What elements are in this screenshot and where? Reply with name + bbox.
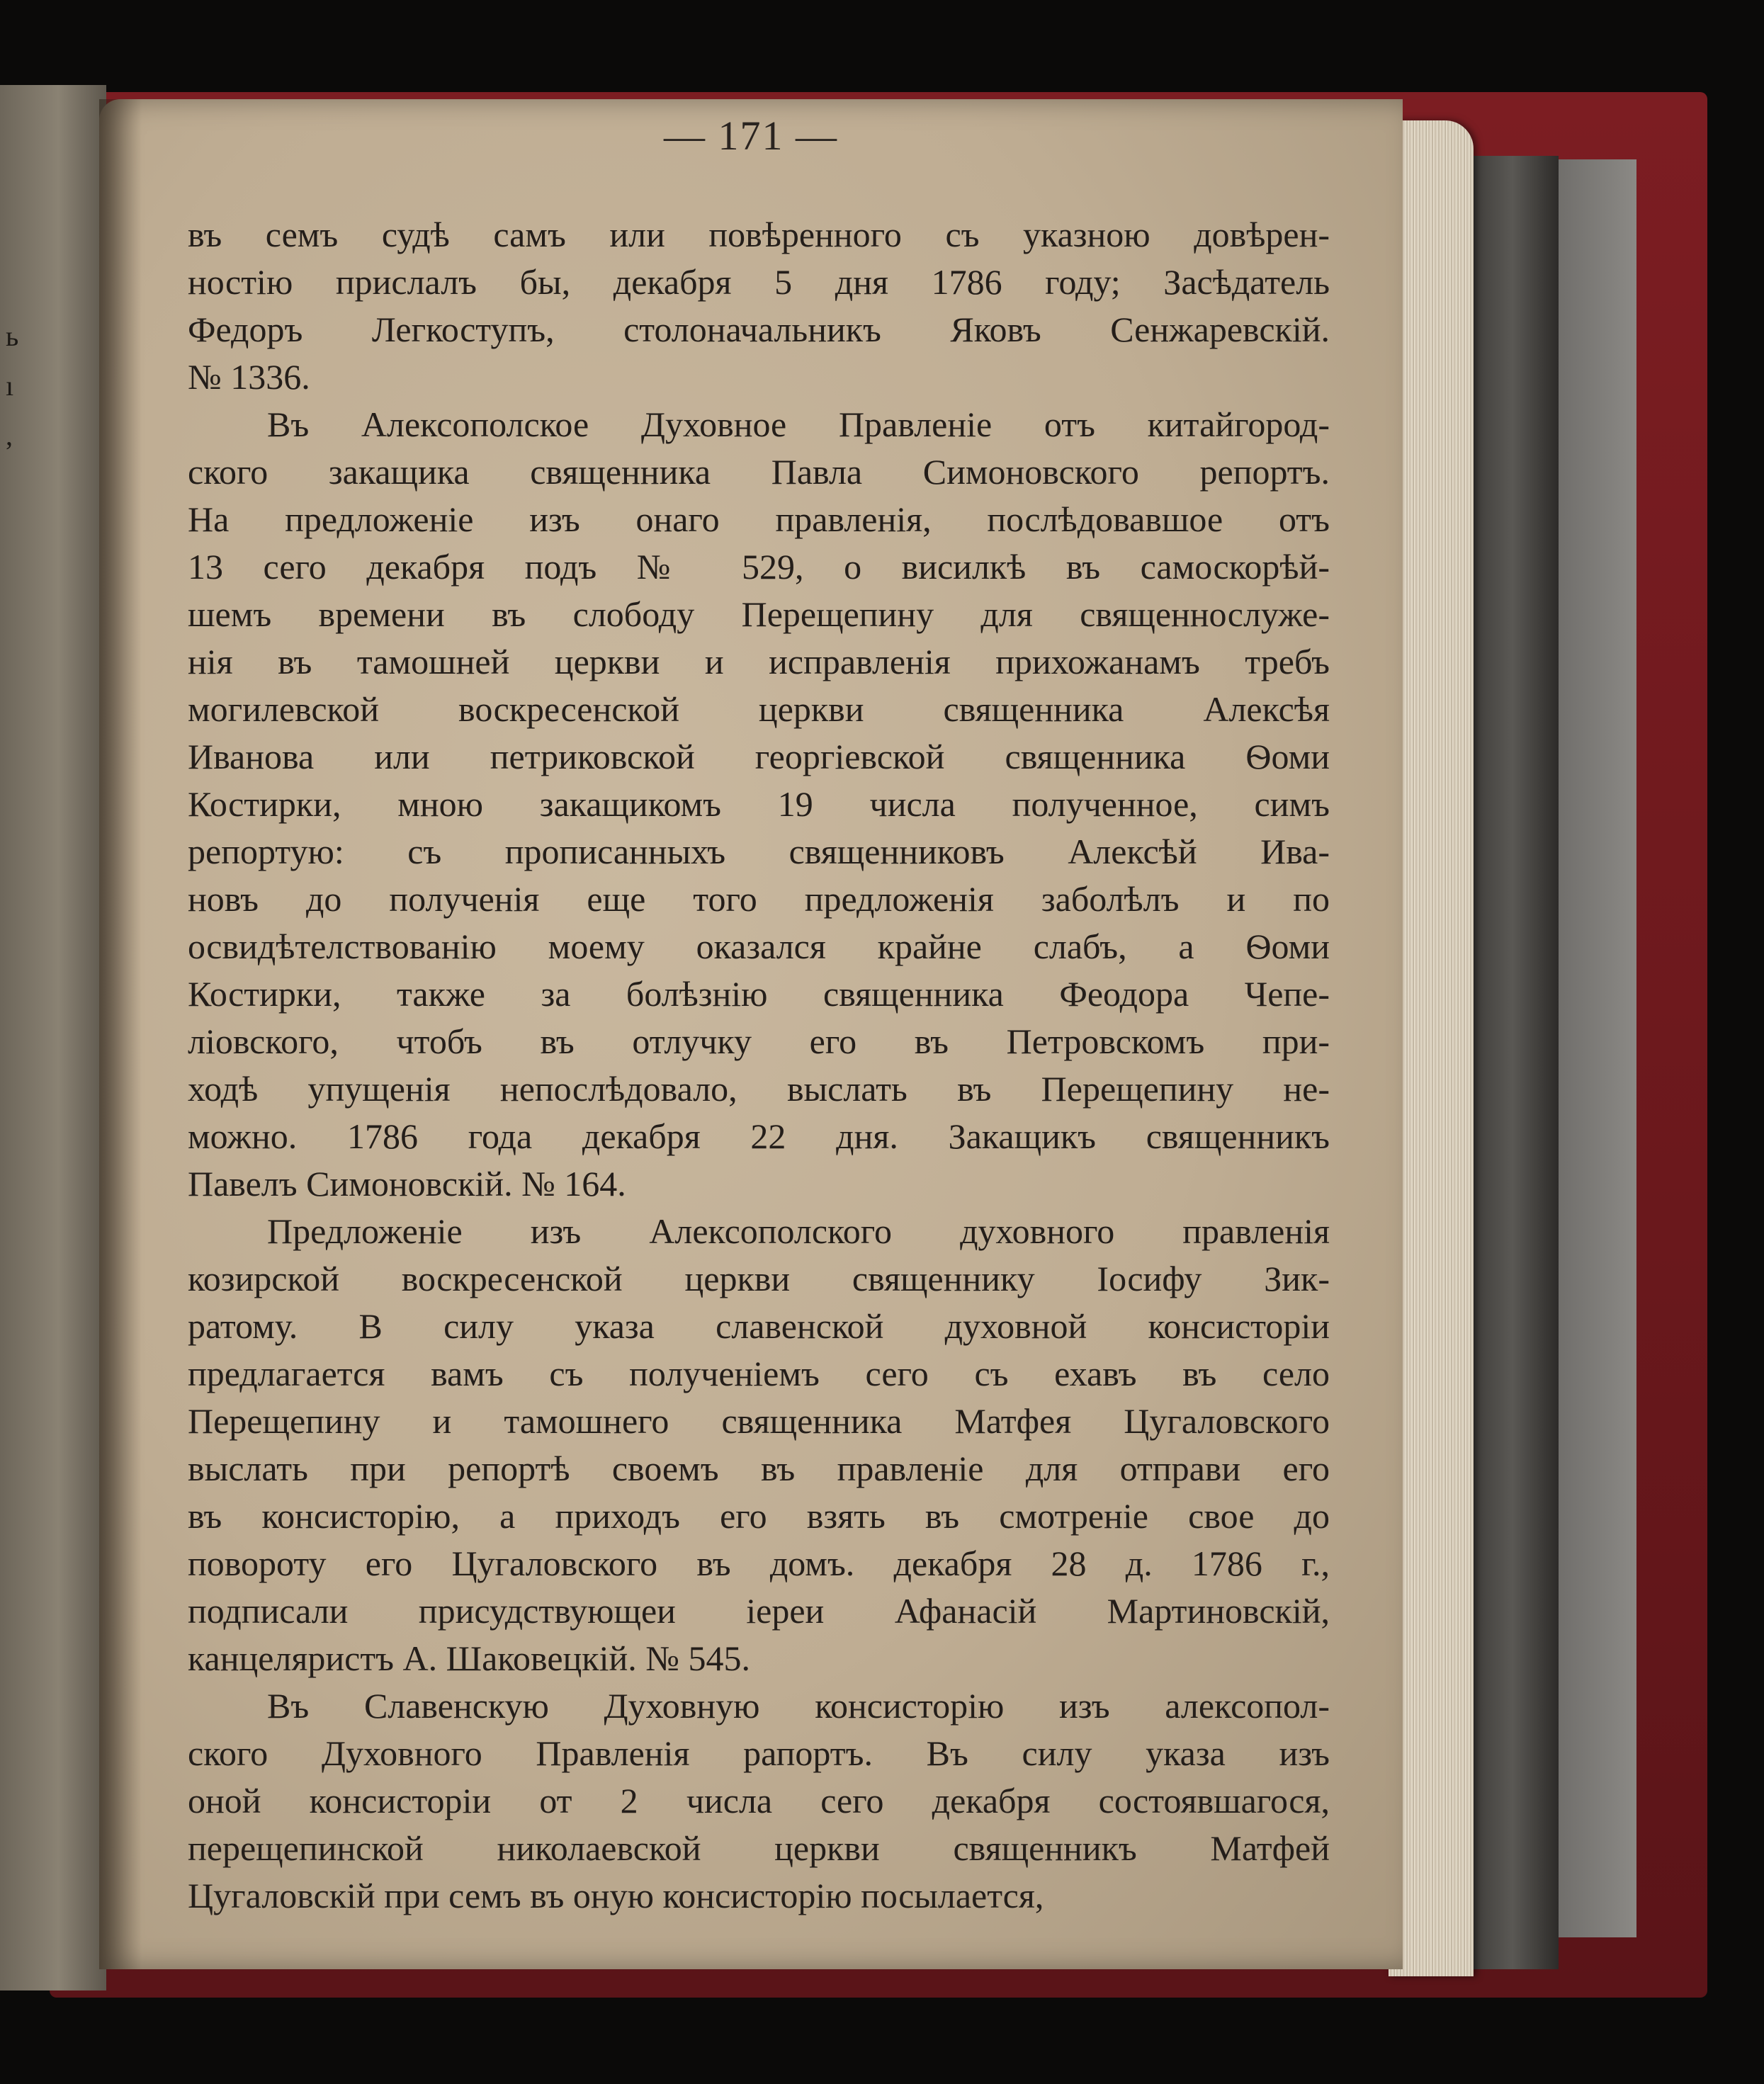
- page-block-grey: [1551, 159, 1636, 1937]
- text-line: козирской воскресенской церкви священнику Іосифу Зик-: [188, 1259, 1330, 1298]
- text-line: можно. 1786 года декабря 22 дня. Закащикъ священникъ: [188, 1116, 1330, 1156]
- text-line: въ консисторію, а приходъ его взять въ смотреніе свое до: [188, 1496, 1330, 1536]
- text-line: шемъ времени въ слободу Перещепину для священнослуже-: [188, 594, 1330, 634]
- text-line: Иванова или петриковской георгіевской священника Ѳоми: [188, 737, 1330, 776]
- left-page-edge: [0, 85, 106, 1990]
- text-line: Павелъ Симоновскій. № 164.: [188, 1164, 626, 1204]
- text-line: предлагается вамъ съ полученіемъ сего съ ехавъ въ село: [188, 1354, 1330, 1393]
- text-line: Перещепину и тамошнего священника Матфея Цугаловского: [188, 1401, 1330, 1441]
- page-number: — 171 —: [664, 113, 838, 159]
- gutter-shadow: [99, 99, 142, 1969]
- text-line: ходѣ упущенія непослѣдовало, выслать въ Перещепину не-: [188, 1069, 1330, 1109]
- page-block-dark: [1466, 156, 1559, 1969]
- text-line: Въ Алексополское Духовное Правленіе отъ китайгород-: [267, 404, 1330, 444]
- text-line: повороту его Цугаловского въ домъ. декабря 28 д. 1786 г.,: [188, 1544, 1330, 1583]
- text-line: ліовского, чтобъ въ отлучку его въ Петровскомъ при-: [188, 1021, 1330, 1061]
- text-line: 13 сего декабря подъ № 529, о висилкѣ въ самоскорѣй-: [188, 547, 1330, 587]
- text-line: Цугаловскій при семъ въ оную консисторію посылается,: [188, 1876, 1044, 1915]
- left-page-glyphs: ь ı ,: [6, 320, 19, 451]
- text-line: могилевской воскресенской церкви священника Алексѣя: [188, 689, 1330, 729]
- text-line: ратому. В силу указа славенской духовной консисторіи: [188, 1306, 1330, 1346]
- text-line: новъ до полученія еще того предложенія заболѣлъ и по: [188, 879, 1330, 919]
- text-line: репортую: съ прописанныхъ священниковъ Алексѣй Ива-: [188, 832, 1330, 871]
- text-line: нія въ тамошней церкви и исправленія прихожанамъ требъ: [188, 642, 1330, 681]
- text-line: оной консисторіи от 2 числа сего декабря состоявшагося,: [188, 1781, 1330, 1820]
- page-text: [188, 211, 1330, 1920]
- text-line: въ семъ судѣ самъ или повѣренного съ указною довѣрен-: [188, 215, 1330, 254]
- text-line: канцеляристъ А. Шаковецкій. № 545.: [188, 1638, 750, 1678]
- text-line: Костирки, также за болѣзнію священника Феодора Чепе-: [188, 974, 1330, 1014]
- text-line: освидѣтелствованію моему оказался крайне слабъ, а Ѳоми: [188, 927, 1330, 966]
- text-line: На предложеніе изъ онаго правленія, послѣдовавшое отъ: [188, 499, 1330, 539]
- text-line: Въ Славенскую Духовную консисторію изъ алексопол-: [267, 1686, 1330, 1726]
- text-line: Федоръ Легкоступъ, столоначальникъ Яковъ Сенжаревскій.: [188, 310, 1330, 349]
- text-line: ского Духовного Правленія рапортъ. Въ силу указа изъ: [188, 1733, 1330, 1773]
- text-line: ностію прислалъ бы, декабря 5 дня 1786 году; Засѣдатель: [188, 262, 1330, 302]
- text-line: Предложеніе изъ Алексополского духовного правленія: [267, 1211, 1330, 1251]
- text-line: ского закащика священника Павла Симоновского репортъ.: [188, 452, 1330, 492]
- text-line: № 1336.: [188, 357, 310, 397]
- text-line: Костирки, мною закащикомъ 19 числа полученное, симъ: [188, 784, 1330, 824]
- text-line: подписали присудствующеи іереи Афанасій Мартиновскій,: [188, 1591, 1330, 1631]
- text-line: перещепинской николаевской церкви священникъ Матфей: [188, 1828, 1330, 1868]
- text-line: выслать при репортѣ своемъ въ правленіе для отправи его: [188, 1449, 1330, 1488]
